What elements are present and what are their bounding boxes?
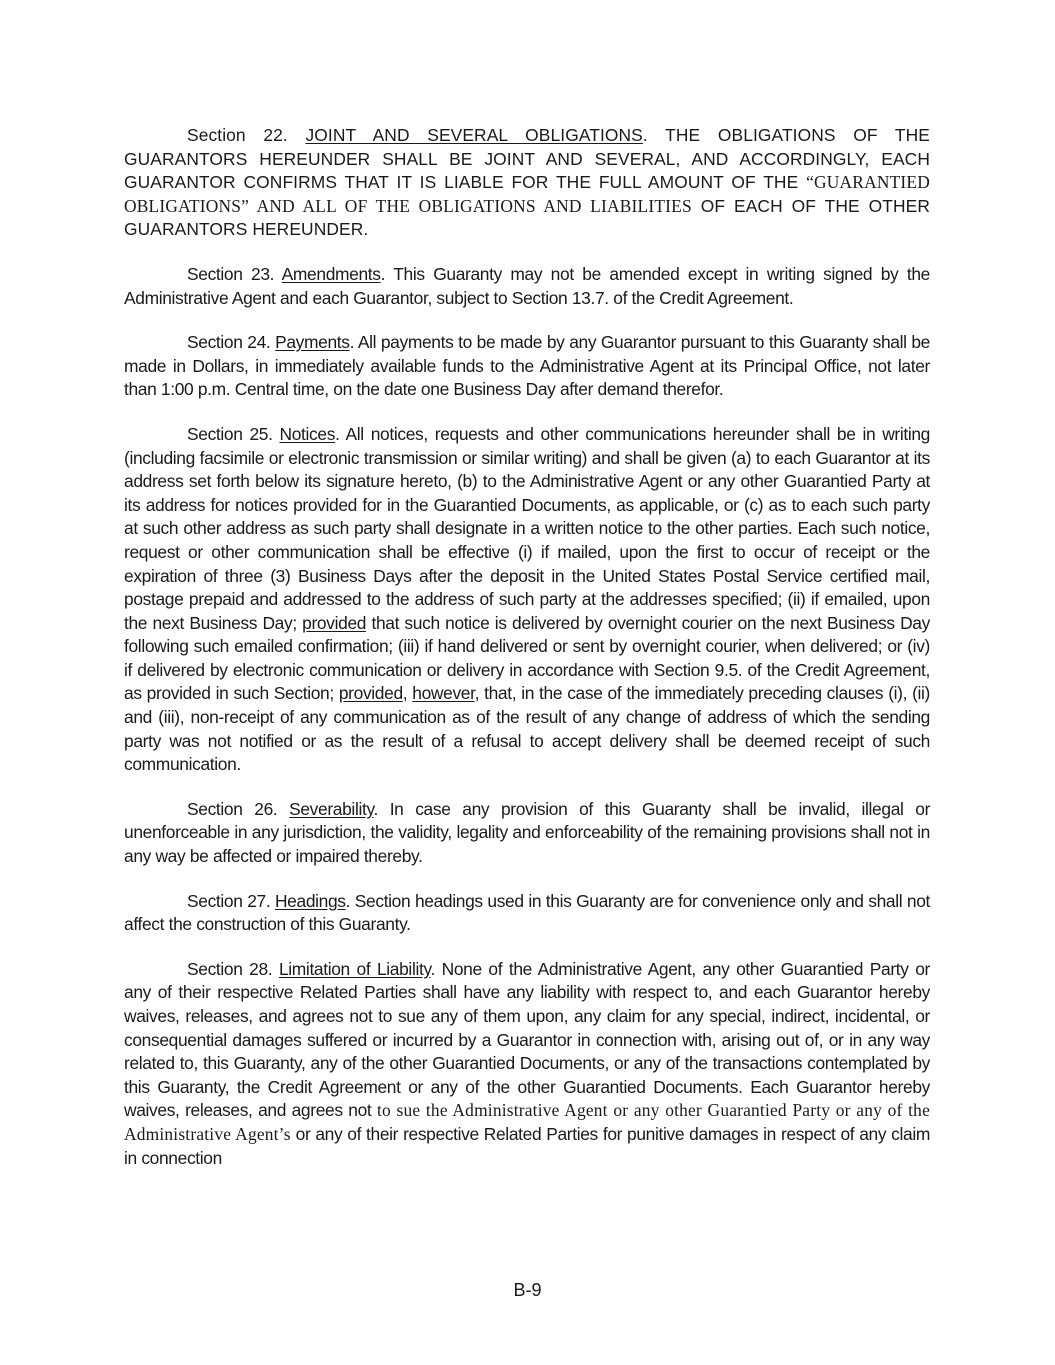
section-23 — [124, 263, 930, 310]
section-22 — [124, 124, 930, 242]
however-term: however — [412, 683, 475, 704]
section-heading: Severability — [289, 798, 374, 819]
section-heading: Notices — [279, 423, 336, 444]
section-28 — [124, 958, 930, 1170]
section-text: . In case any provision of this Guaranty shall be invalid, illegal or unenforceable in any jurisdiction, the validity, legality and enforceability of the remaining provisions shall not in any way be affected or impaired thereby. — [124, 798, 931, 867]
section-number: Section 22. — [187, 125, 288, 145]
section-text: , that, in the case of the immediately preceding clauses (i), (ii) and (iii), non-receipt of any communication as of the result of any change of address of which the sending party was not notified or as the result of a refusal to accept delivery shall be deemed receipt of such communication. — [124, 683, 930, 775]
separator: , — [402, 683, 413, 704]
section-text: that such notice is delivered by overnight courier on the next Business Day following such emailed confirmation; (iii) if hand delivered or sent by overnight courier, when delivered; or (iv) if delivered by electronic communication or delivery in accordance with Section 9.5. of the Credit Agreement, as provided in such Section; — [124, 612, 930, 704]
provided-term: provided — [302, 612, 367, 633]
section-26 — [124, 798, 930, 869]
section-number: Section 26. — [187, 798, 278, 819]
section-heading: Headings — [274, 890, 346, 911]
section-number: Section 24. — [187, 332, 271, 353]
section-25 — [124, 423, 930, 777]
section-text-serif: “GUARANTIED OBLIGATIONS” AND ALL OF THE OBLIGATIONS AND LIABILITIES — [124, 172, 930, 216]
section-text: or any of their respective Related Parties for punitive damages in respect of any claim in connection — [124, 1123, 930, 1168]
section-number: Section 23. — [187, 263, 275, 284]
section-number: Section 28. — [187, 958, 273, 979]
section-text: . Section headings used in this Guaranty are for convenience only and shall not affect the construction of this Guaranty. — [124, 890, 931, 935]
section-heading: Limitation of Liability — [278, 958, 431, 979]
section-27 — [124, 890, 930, 937]
section-text: . All payments to be made by any Guarantor pursuant to this Guaranty shall be made in Dollars, in immediately available funds to the Administrative Agent at its Principal Office, not later than 1:00 p.m. Central time, on the date one Business Day after demand therefor. — [124, 332, 931, 400]
section-text: . THE OBLIGATIONS OF THE GUARANTORS HEREUNDER SHALL BE JOINT AND SEVERAL, AND ACCORDINGLY, EACH GUARANTOR CONFIRMS THAT IT IS LIABLE FOR THE FULL AMOUNT OF THE — [124, 125, 930, 193]
section-text: . All notices, requests and other communications hereunder shall be in writing (including facsimile or electronic transmission or similar writing) and shall be given (a) to each Guarantor at its address set forth below its signature hereto, (b) to the Administrative Agent or any other Guarantied Party at its address for notices provided for in the Guarantied Documents, as applicable, or (c) as to each such party at such other address as such party shall designate in a written notice to the other parties. Each such notice, request or other communication shall be effective (i) if mailed, upon the first to occur of receipt or the expiration of three (3) Business Days after the deposit in the United States Postal Service certified mail, postage prepaid and addressed to the address of such party at the addresses specified; (ii) if emailed, upon the next Business Day; — [124, 423, 931, 633]
section-text-serif: to sue the Administrative Agent or any other Guarantied Party or any of the Administrative Agent’s — [124, 1100, 930, 1144]
document-body — [124, 124, 930, 1191]
provided-term: provided — [338, 683, 403, 704]
section-number: Section 25. — [187, 423, 273, 444]
section-24 — [124, 331, 930, 402]
section-text: OF EACH OF THE OTHER GUARANTORS HEREUNDER. — [124, 195, 930, 240]
section-text: . This Guaranty may not be amended except in writing signed by the Administrative Agent and each Guarantor, subject to Section 13.7. of the Credit Agreement. — [124, 263, 930, 308]
section-heading: Payments — [275, 332, 350, 353]
page-number: B-9 — [513, 1280, 542, 1300]
section-number: Section 27. — [187, 890, 271, 911]
section-text: . None of the Administrative Agent, any other Guarantied Party or any of their respective Related Parties shall have any liability with respect to, and each Guarantor hereby waives, releases, and agrees not to sue any of them upon, any claim for any special, indirect, incidental, or consequential damages suffered or incurred by a Guarantor in connection with, arising out of, or in any way related to, this Guaranty, any of the other Guarantied Documents, or any of the transactions contemplated by this Guaranty, the Credit Agreement or any of the other Guarantied Documents. Each Guarantor hereby waives, releases, and agrees not — [124, 958, 930, 1121]
section-heading: JOINT AND SEVERAL OBLIGATIONS — [305, 125, 643, 145]
section-heading: Amendments — [281, 263, 381, 284]
